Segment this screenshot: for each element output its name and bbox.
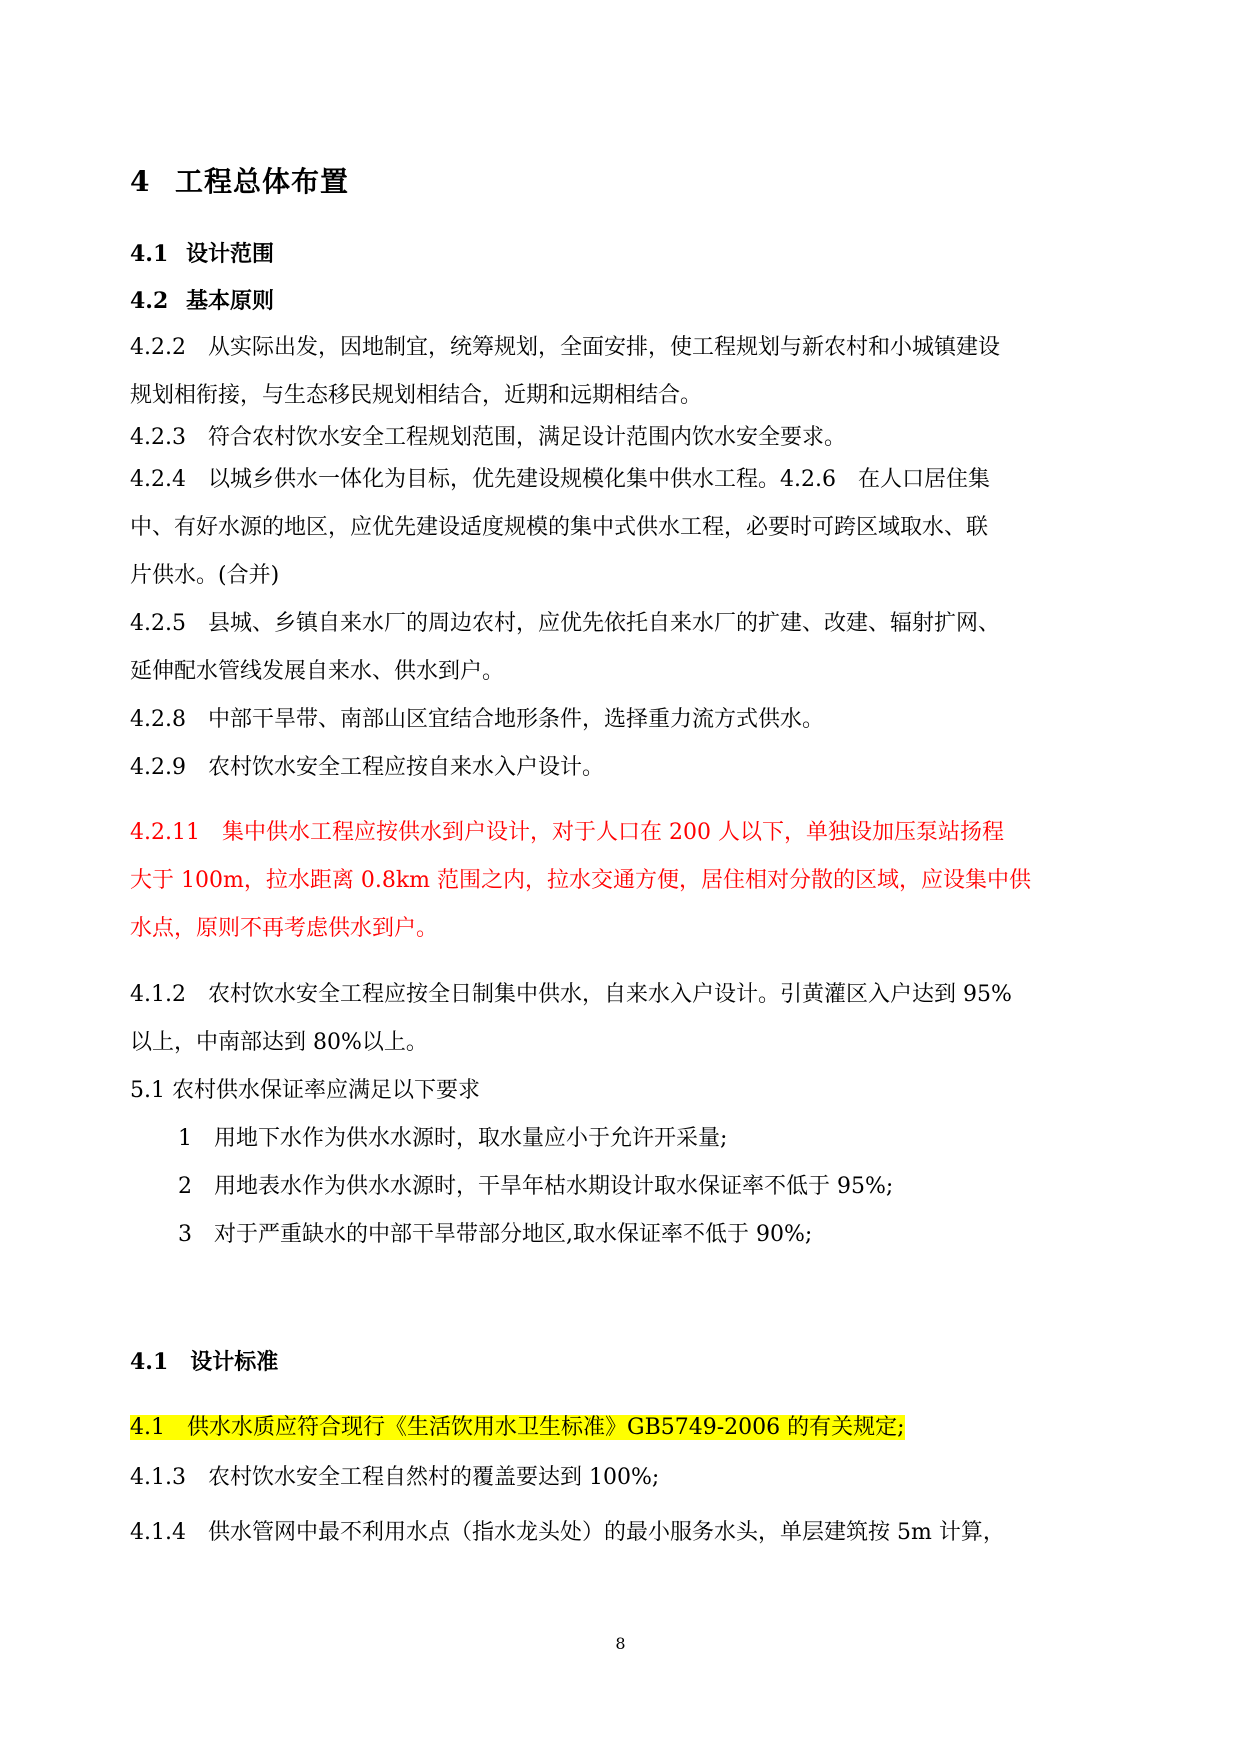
list-item: 3 对于严重缺水的中部干旱带部分地区,取水保证率不低于 90%; — [178, 1222, 813, 1247]
paragraph-line: 延伸配水管线发展自来水、供水到户。 — [130, 659, 505, 684]
paragraph-line: 4.2.4 以城乡供水一体化为目标，优先建设规模化集中供水工程。4.2.6 在人口居住集 — [130, 467, 990, 492]
section-heading-design-standard: 4.1 设计标准 — [130, 1349, 279, 1375]
paragraph-line: 4.1.4 供水管网中最不利用水点（指水龙头处）的最小服务水头，单层建筑按 5m 计算， — [130, 1520, 1005, 1545]
paragraph-line: 4.1.3 农村饮水安全工程自然村的覆盖要达到 100%; — [130, 1465, 660, 1490]
paragraph-line: 5.1 农村供水保证率应满足以下要求 — [130, 1078, 480, 1103]
section-heading-4-2 — [130, 284, 274, 315]
section-number: 4.1 — [130, 241, 169, 267]
red-paragraph-line: 大于 100m，拉水距离 0.8km 范围之内，拉水交通方便，居住相对分散的区域，应设集中供 — [130, 868, 1032, 893]
list-item: 1 用地下水作为供水水源时，取水量应小于允许开采量; — [178, 1126, 728, 1151]
section-number: 4.2 — [130, 288, 169, 314]
paragraph-line: 片供水。(合并) — [130, 563, 280, 588]
red-paragraph-line: 4.2.11 集中供水工程应按供水到户设计，对于人口在 200 人以下，单独设加压泵站扬程 — [130, 820, 1004, 845]
section-title: 基本原则 — [186, 288, 275, 314]
page-number: 8 — [615, 1634, 626, 1653]
paragraph-line: 4.2.5 县城、乡镇自来水厂的周边农村，应优先依托自来水厂的扩建、改建、辐射扩网、 — [130, 611, 1000, 636]
section-heading-4-1 — [130, 237, 274, 268]
paragraph-line: 规划相衔接，与生态移民规划相结合，近期和远期相结合。 — [130, 383, 703, 408]
paragraph-line: 以上，中南部达到 80%以上。 — [130, 1030, 428, 1055]
chapter-number: 4 — [130, 165, 151, 198]
paragraph-line: 4.2.2 从实际出发，因地制宜，统筹规划，全面安排，使工程规划与新农村和小城镇建设 — [130, 335, 1000, 360]
highlighted-line — [130, 1410, 905, 1441]
red-paragraph-line: 水点，原则不再考虑供水到户。 — [130, 916, 439, 941]
section-title: 设计范围 — [186, 241, 275, 267]
paragraph-line: 4.2.3 符合农村饮水安全工程规划范围，满足设计范围内饮水安全要求。 — [130, 425, 846, 450]
highlighted-text: 4.1 供水水质应符合现行《生活饮用水卫生标准》GB5749-2006 的有关规定; — [130, 1415, 905, 1440]
paragraph-line: 4.2.8 中部干旱带、南部山区宜结合地形条件，选择重力流方式供水。 — [130, 707, 824, 732]
chapter-heading — [130, 160, 349, 200]
chapter-title: 工程总体布置 — [175, 165, 350, 198]
paragraph-line: 4.2.9 农村饮水安全工程应按自来水入户设计。 — [130, 755, 604, 780]
paragraph-line: 4.1.2 农村饮水安全工程应按全日制集中供水，自来水入户设计。引黄灌区入户达到 95% — [130, 982, 1012, 1007]
paragraph-line: 中、有好水源的地区，应优先建设适度规模的集中式供水工程，必要时可跨区域取水、联 — [130, 515, 989, 540]
list-item: 2 用地表水作为供水水源时，干旱年枯水期设计取水保证率不低于 95%; — [178, 1174, 894, 1199]
